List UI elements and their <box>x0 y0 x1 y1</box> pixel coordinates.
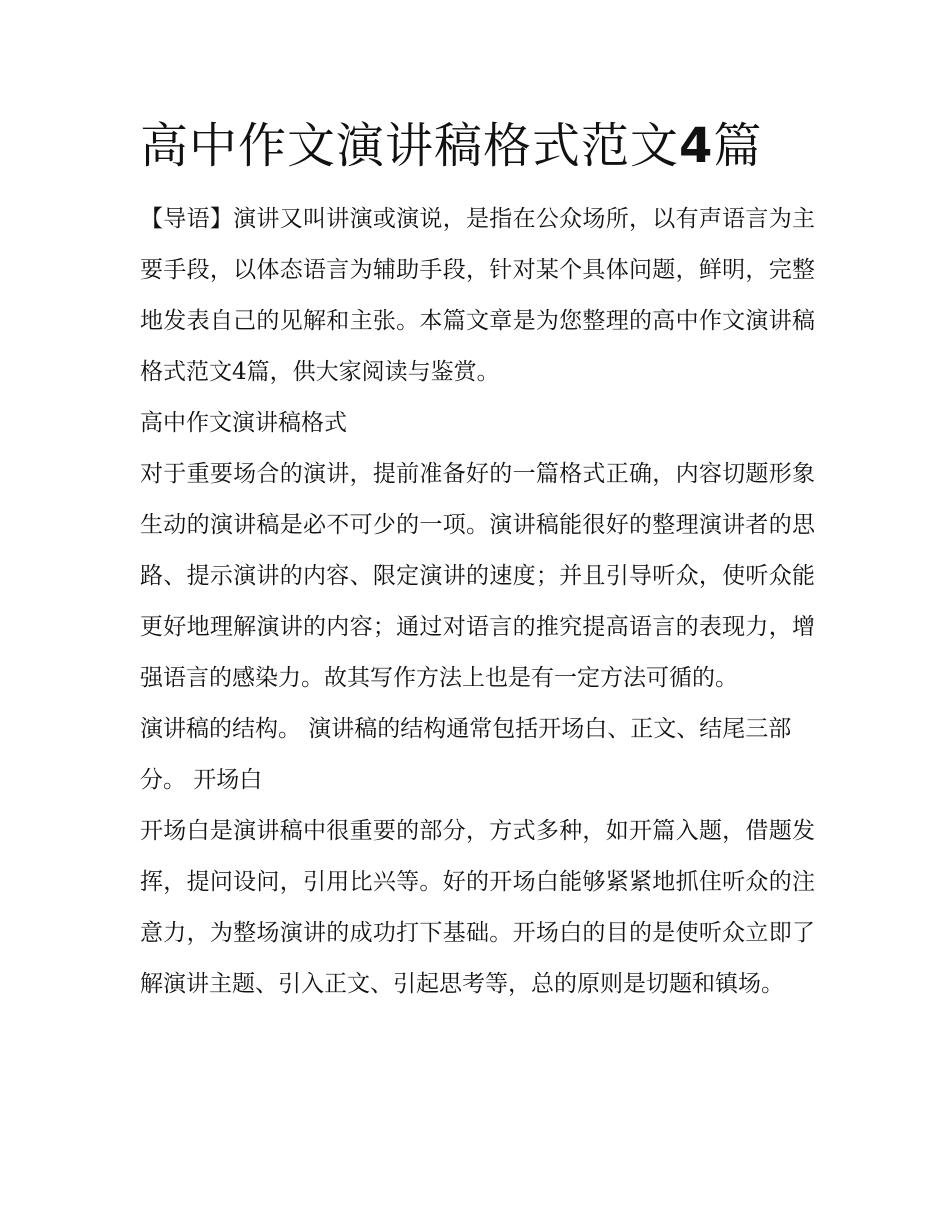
intro-paragraph: 【导语】演讲又叫讲演或演说，是指在公众场所，以有声语言为主要手段，以体态语言为辅助手段，针对某个具体问题，鲜明，完整地发表自己的见解和主张。本篇文章是为您整理的高中作文演讲稿格式范文4篇，供大家阅读与鉴赏。 <box>140 206 815 385</box>
body-paragraph-2: 演讲稿的结构。 演讲稿的结构通常包括开场白、正文、结尾三部分。 开场白 <box>140 716 792 793</box>
body-paragraph-3: 开场白是演讲稿中很重要的部分，方式多种，如开篇入题，借题发挥，提问设问，引用比兴等。好的开场白能够紧紧地抓住听众的注意力，为整场演讲的成功打下基础。开场白的目的是使听众立即了解演讲主题、引入正文、引起思考等，总的原则是切题和镇场。 <box>140 818 815 997</box>
title-text: 高中作文演讲稿格式范文 <box>140 118 680 174</box>
title-suffix: 篇 <box>713 118 763 174</box>
body-paragraph-1: 对于重要场合的演讲，提前准备好的一篇格式正确，内容切题形象生动的演讲稿是必不可少的一项。演讲稿能很好的整理演讲者的思路、提示演讲的内容、限定演讲的速度；并且引导听众，使听众能更好地理解演讲的内容；通过对语言的推究提高语言的表现力，增强语言的感染力。故其写作方法上也是有一定方法可循的。 <box>140 461 815 691</box>
document-page <box>140 112 815 1010</box>
section-heading: 高中作文演讲稿格式 <box>140 410 347 436</box>
title-number: 4 <box>679 118 714 174</box>
document-title <box>140 112 815 180</box>
